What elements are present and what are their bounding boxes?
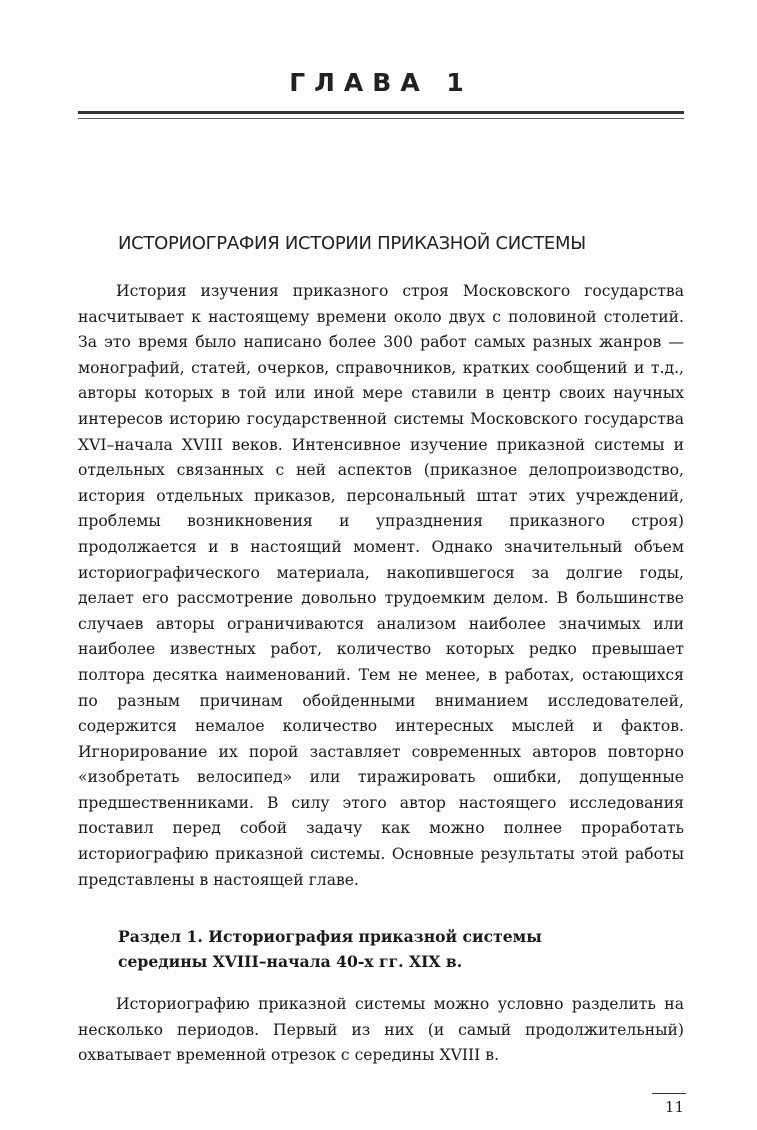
chapter-rule-thin [78, 118, 684, 119]
page-number: 11 [664, 1098, 684, 1116]
paragraph-2: Историографию приказной системы можно условно разделить на несколько периодов. Первый из них (и самый продолжительный) охватывает временной отрезок с середины XVIII в. [78, 995, 684, 1065]
chapter-heading: ГЛАВА 1 [289, 68, 473, 97]
subsection-heading [118, 924, 678, 974]
section-title: ИСТОРИОГРАФИЯ ИСТОРИИ ПРИКАЗНОЙ СИСТЕМЫ [118, 233, 586, 254]
page-number-rule [652, 1093, 686, 1094]
paragraph-1: История изучения приказного строя Московского государства насчитывает к настоящему времени около двух с половиной столетий. За это время было написано более 300 работ самых разных жанров — монографий, статей, очерков, справочников, кратких сообщений и т.д., авторы которых в той или иной мере ставили в центр своих научных интересов историю государственной системы Московского государства XVI–начала XVIII веков. Интенсивное изучение приказной системы и отдельных связанных с ней аспектов (приказное делопроизводство, история отдельных приказов, персональный штат этих учреждений, проблемы возникновения и упразднения приказного строя) продолжается и в настоящий момент. Однако значительный объем историографического материала, накопившегося за долгие годы, делает его рассмотрение довольно трудоемким делом. В большинстве случаев авторы ограничиваются анализом наиболее значимых или наиболее известных работ, количество которых редко превышает полтора десятка наименований. Тем не менее, в работах, остающихся по разным причинам обойденными вниманием исследователей, содержится немалое количество интересных мыслей и фактов. Игнорирование их порой заставляет современных авторов повторно «изобретать велосипед» или тиражировать ошибки, допущенные предшественниками. В силу этого автор настоящего исследования поставил перед собой задачу как можно полнее проработать историографию приказной системы. Основные результаты этой работы представлены в настоящей главе. [78, 282, 684, 889]
chapter-rule-thick [78, 111, 684, 114]
subsection-heading-line-2: середины XVIII–начала 40-х гг. XIX в. [118, 952, 463, 971]
subsection-heading-line-1: Раздел 1. Историография приказной системы [118, 927, 542, 946]
